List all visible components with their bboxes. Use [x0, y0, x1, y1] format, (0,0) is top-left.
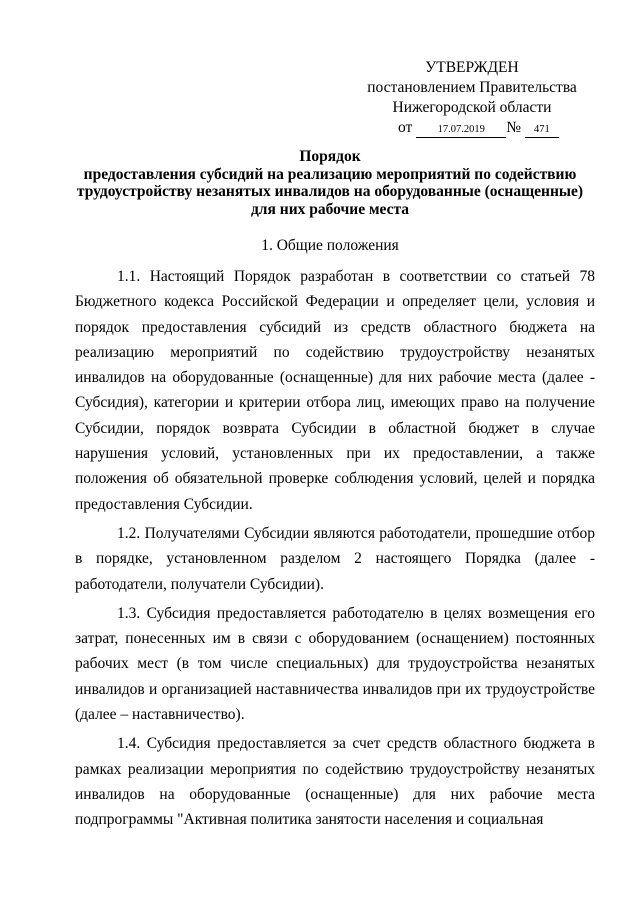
document-title [60, 148, 600, 218]
title-heading: Порядок [299, 148, 361, 165]
date-prefix: от [398, 119, 413, 136]
paragraph-1-2: 1.2. Получателями Субсидии являются работодатели, прошедшие отбор в порядке, установленном разделом 2 настоящего Порядка (далее - работодатели, получатели Субсидии). [75, 524, 595, 593]
approval-status: УТВЕРЖДЕН [425, 59, 519, 76]
approval-date-line [358, 118, 586, 138]
number-prefix: № [506, 119, 521, 136]
title-line-2: трудоустройству незанятых инвалидов на оборудованные (оснащенные) [76, 183, 584, 200]
section-heading: 1. Общие положения [261, 237, 399, 254]
paragraph-1-1: 1.1. Настоящий Порядок разработан в соответствии со статьей 78 Бюджетного кодекса Российской Федерации и определяет цели, условия и порядок предоставления субсидий из средств областного бюджета на реализацию мероприятий по содействию трудоустройству незанятых инвалидов на оборудованные (оснащенные) для них рабочие места (далее - Субсидия), категории и критерии отбора лиц, имеющих право на получение Субсидии, порядок возврата Субсидии в областной бюджет в случае нарушения условий, установленных при их предоставлении, а также положения об обязательной проверке соблюдения условий, целей и порядка предоставления Субсидии. [75, 268, 595, 513]
approval-stamp [358, 58, 586, 138]
approval-region: Нижегородской области [392, 99, 552, 116]
title-line-3: для них рабочие места [250, 200, 410, 218]
title-line-1: предоставления субсидий на реализацию мероприятий по содействию [83, 165, 577, 183]
paragraph-1-3: 1.3. Субсидия предоставляется работодателю в целях возмещения его затрат, понесенных им в связи с оборудованием (оснащением) постоянных рабочих мест (в том числе специальных) для трудоустройства незанятых инвалидов и организацией наставничества инвалидов при их трудоустройстве (далее – наставничество). [75, 604, 595, 724]
approval-date: 17.07.2019 [416, 123, 506, 138]
document-body [75, 264, 595, 837]
approval-number: 471 [525, 123, 559, 138]
paragraph-1-4: 1.4. Субсидия предоставляется за счет средств областного бюджета в рамках реализации мероприятия по содействию трудоустройству незанятых инвалидов на оборудованные (оснащенные) для них рабочие места подпрограммы "Активная политика занятости населения и социальная [75, 735, 595, 829]
approval-authority: постановлением Правительства [367, 79, 577, 96]
